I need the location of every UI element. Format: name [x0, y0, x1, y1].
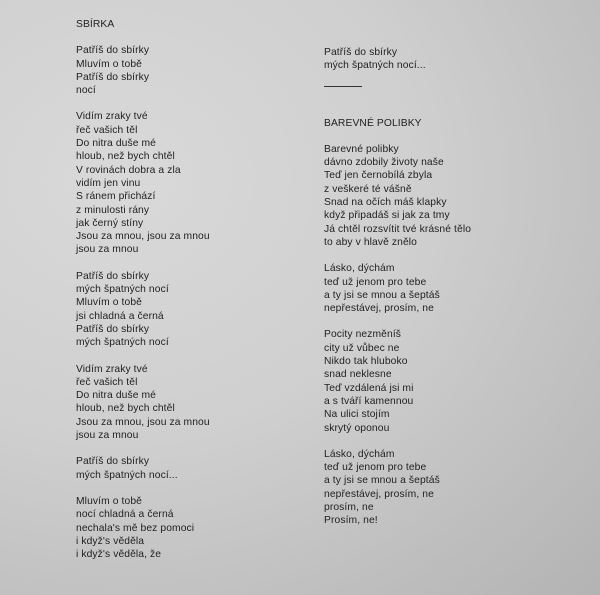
poem-line: řeč vašich těl: [76, 376, 138, 388]
poem-line: nechala's mě bez pomoci: [76, 522, 195, 534]
poem-line: teď už jenom pro tebe: [324, 276, 427, 288]
poem-line: V rovinách dobra a zla: [76, 164, 181, 176]
poem-line: řeč vašich těl: [76, 124, 138, 136]
poem-line: teď už jenom pro tebe: [324, 462, 427, 474]
poem-line: nocí: [76, 85, 96, 97]
poem-line: Patříš do sbírky: [76, 45, 150, 57]
poem-line: i když's věděla, že: [76, 549, 162, 561]
poem-line: z minulosti rány: [76, 204, 150, 216]
left-column: [76, 18, 306, 574]
poem-line: mých špatných nocí: [76, 284, 169, 296]
poem-line: S ránem přichází: [76, 191, 156, 203]
poem-line: Nikdo tak hluboko: [324, 356, 408, 368]
poem-line: Mluvím o tobě: [76, 495, 142, 507]
poem-line: Vidím zraky tvé: [76, 111, 148, 123]
poem-line: Na ulici stojím: [324, 409, 390, 421]
poem-line: vidím jen vinu: [76, 177, 141, 189]
poem-line: a s tváří kamennou: [324, 395, 414, 407]
poem-title-barevne-polibky: BAREVNÉ POLIBKY: [324, 117, 422, 129]
poem-line: hloub, než bych chtěl: [76, 403, 175, 415]
stanza: [324, 328, 564, 434]
poem-line: Do nitra duše mé: [76, 138, 157, 150]
poem-line: dávno zdobily životy naše: [324, 157, 444, 169]
poem-line: jsi chladná a černá: [76, 310, 164, 322]
poem-line: Patříš do sbírky: [76, 323, 150, 335]
poem-line: prosím, ne: [324, 502, 374, 514]
poem-line: Mluvím o tobě: [76, 297, 142, 309]
right-column: [324, 46, 564, 541]
poem-line: Já chtěl rozsvítit tvé krásné tělo: [324, 223, 472, 235]
poem-line: jak černý stíny: [76, 217, 144, 229]
stanza: [324, 448, 564, 528]
poem-line: mých špatných nocí...: [76, 469, 178, 481]
poem-line: hloub, než bych chtěl: [76, 151, 175, 163]
poem-line: Do nitra duše mé: [76, 390, 157, 402]
stanza: [76, 455, 306, 482]
stanza: [76, 44, 306, 97]
poem-line: Lásko, dýchám: [324, 263, 395, 275]
poem-line: Snad na očích máš klapky: [324, 197, 447, 209]
stanza: [76, 495, 306, 561]
poem-line: Prosím, ne!: [324, 515, 378, 527]
poem-line: nepřestávej, prosím, ne: [324, 488, 434, 500]
poem-line: když připadáš si jak za tmy: [324, 210, 450, 222]
poem-line: Jsou za mnou, jsou za mnou: [76, 416, 210, 428]
poem-line: mých špatných nocí: [76, 337, 169, 349]
poem-line: nepřestávej, prosím, ne: [324, 303, 434, 315]
poem-line: Barevné polibky: [324, 143, 399, 155]
poem-title-sbirka: SBÍRKA: [76, 19, 115, 30]
right-intro-stanza: [324, 46, 564, 73]
poem-line: Patříš do sbírky: [324, 47, 398, 58]
poem-line: Patříš do sbírky: [76, 456, 150, 468]
poem-line: Patříš do sbírky: [76, 270, 150, 282]
section-divider: [324, 86, 362, 87]
left-stanzas: [76, 44, 306, 561]
poem-line: mých špatných nocí...: [324, 60, 426, 72]
poem-line: snad neklesne: [324, 369, 392, 381]
stanza: [76, 270, 306, 350]
poem-line: Teď jen černobílá zbyla: [324, 170, 433, 182]
poem-line: city už vůbec ne: [324, 342, 400, 354]
right-stanzas: [324, 143, 564, 528]
poem-line: Jsou za mnou, jsou za mnou: [76, 231, 210, 243]
poem-line: Pocity nezměníš: [324, 329, 402, 341]
poem-line: jsou za mnou: [76, 430, 139, 442]
poem-line: skrytý oponou: [324, 422, 390, 434]
poem-line: to aby v hlavě znělo: [324, 236, 418, 248]
stanza: [324, 143, 564, 249]
poem-line: a ty jsi se mnou a šeptáš: [324, 289, 440, 301]
poem-line: Lásko, dýchám: [324, 448, 395, 460]
stanza: [76, 110, 306, 256]
poem-line: a ty jsi se mnou a šeptáš: [324, 475, 440, 487]
poem-line: nocí chladná a černá: [76, 509, 174, 521]
poem-line: Patříš do sbírky: [76, 71, 150, 83]
stanza: [324, 262, 564, 315]
stanza: [76, 363, 306, 443]
poem-line: z veškeré té vášně: [324, 183, 412, 195]
poem-line: Vidím zraky tvé: [76, 363, 148, 375]
poem-line: i když's věděla: [76, 535, 145, 547]
poem-line: Teď vzdálená jsi mi: [324, 382, 414, 394]
poem-line: Mluvím o tobě: [76, 58, 142, 70]
poem-line: jsou za mnou: [76, 244, 139, 256]
